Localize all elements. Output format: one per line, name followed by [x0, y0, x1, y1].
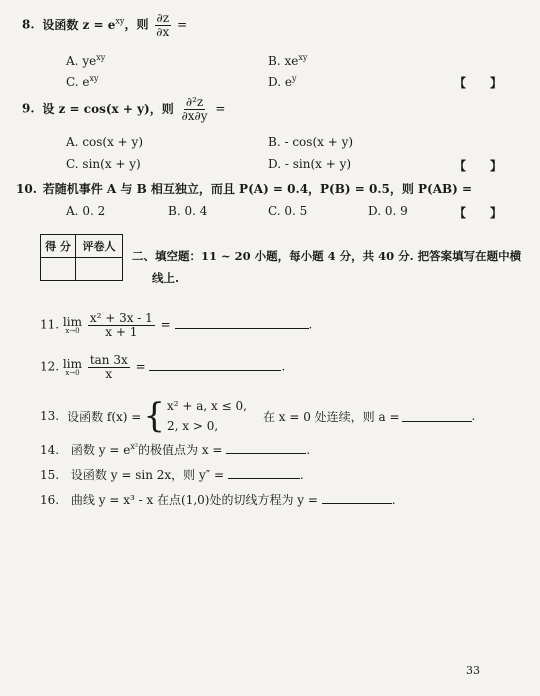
- option-c: C. 0. 5: [268, 204, 308, 218]
- question-stem: 若随机事件 A 与 B 相互独立，而且 P(A) = 0.4，P(B) = 0.5，则 P(AB) =: [42, 182, 473, 196]
- option-c: C. $e^{xy}$: [66, 74, 99, 89]
- question-number: 16.: [40, 493, 60, 507]
- section-heading-line1: 二、填空题：11 ~ 20 小题，每小题 4 分，共 40 分. 把答案填写在题中横: [132, 249, 522, 263]
- option-b: B. 0. 4: [168, 204, 208, 218]
- question-13: 13. 设函数 f(x) = { x² + a, x ≤ 0, 2, x > 0, 在 x = 0 处连续，则 a = .: [40, 396, 476, 437]
- question-number: 10.: [16, 182, 37, 196]
- answer-blank[interactable]: [175, 318, 309, 329]
- question-number: 12.: [40, 359, 60, 374]
- option-a: A. $ye^{xy}$: [66, 53, 106, 68]
- equals-sign: =: [215, 101, 226, 116]
- partial-fraction: $\frac{\partial z}{\partial x}$: [156, 11, 170, 39]
- answer-bracket: 【 】: [454, 159, 503, 173]
- question-14: 14. 函数 $y = e^{x^2}$的极值点为 x = .: [40, 442, 311, 457]
- question-number: 13.: [40, 409, 60, 424]
- case-1: x² + a, x ≤ 0,: [167, 399, 247, 413]
- question-stem: 设 z = cos(x + y)，则: [42, 101, 174, 116]
- question-stem: 设函数 z = e: [42, 17, 116, 32]
- answer-blank[interactable]: [402, 411, 472, 422]
- section-heading-line2: 线上.: [152, 271, 180, 285]
- answer-blank[interactable]: [228, 468, 300, 479]
- question-9: [22, 96, 225, 122]
- score-table: [40, 234, 123, 281]
- grader-cell[interactable]: [76, 258, 123, 281]
- fraction: $\frac{\text{x² + 3x - 1}}{x + 1}$: [89, 311, 153, 339]
- question-number: 15.: [40, 468, 60, 482]
- limit: lim x→0: [62, 314, 82, 335]
- question-12: 12. lim x→0 $\frac{\tan 3x}{x}$ = .: [40, 353, 286, 381]
- option-b: B. - cos(x + y): [268, 135, 354, 149]
- exponent: xy: [115, 16, 125, 26]
- score-cell[interactable]: [41, 258, 76, 281]
- question-8: [22, 12, 187, 38]
- limit: lim x→0: [62, 356, 82, 377]
- option-b: B. $xe^{xy}$: [268, 53, 308, 68]
- continuity-text: 在 x = 0 处连续，则 a =: [262, 409, 400, 424]
- option-a: A. 0. 2: [66, 204, 106, 218]
- option-d: D. - sin(x + y): [268, 157, 352, 171]
- option-d: D. 0. 9: [368, 204, 408, 218]
- option-d: D. $e^y$: [268, 74, 297, 89]
- answer-bracket: 【 】: [454, 76, 503, 90]
- score-header: 得 分: [41, 235, 76, 258]
- score-box: [40, 234, 123, 281]
- question-number: 9.: [22, 101, 35, 116]
- question-stem-tail: ，则: [124, 17, 149, 32]
- option-a: A. cos(x + y): [66, 135, 144, 149]
- case-2: 2, x > 0,: [167, 419, 219, 434]
- page-number: 33: [466, 664, 480, 677]
- answer-blank[interactable]: [322, 493, 392, 504]
- question-15: 15. 设函数 y = sin 2x，则 y″ = .: [40, 468, 304, 482]
- partial-fraction: $\frac{\text{∂²z}}{\partial x\partial y}$: [181, 95, 208, 123]
- answer-blank[interactable]: [149, 360, 281, 371]
- question-number: 14.: [40, 443, 60, 457]
- question-16: 16. 曲线 y = x³ - x 在点(1,0)处的切线方程为 y = .: [40, 493, 396, 507]
- question-10: [16, 180, 472, 197]
- equals-sign: =: [177, 17, 188, 32]
- answer-bracket: 【 】: [454, 206, 503, 220]
- question-11: 11. lim x→0 $\frac{\text{x² + 3x - 1}}{x + 1}$ = .: [40, 311, 313, 339]
- question-stem: 设函数 f(x) =: [67, 409, 142, 424]
- question-number: 11.: [40, 317, 60, 332]
- option-c: C. sin(x + y): [66, 157, 141, 171]
- answer-blank[interactable]: [226, 443, 306, 454]
- question-number: 8.: [22, 17, 35, 32]
- fraction: $\frac{\tan 3x}{x}$: [89, 353, 128, 381]
- grader-header: 评卷人: [76, 235, 123, 258]
- left-brace: {: [143, 396, 165, 437]
